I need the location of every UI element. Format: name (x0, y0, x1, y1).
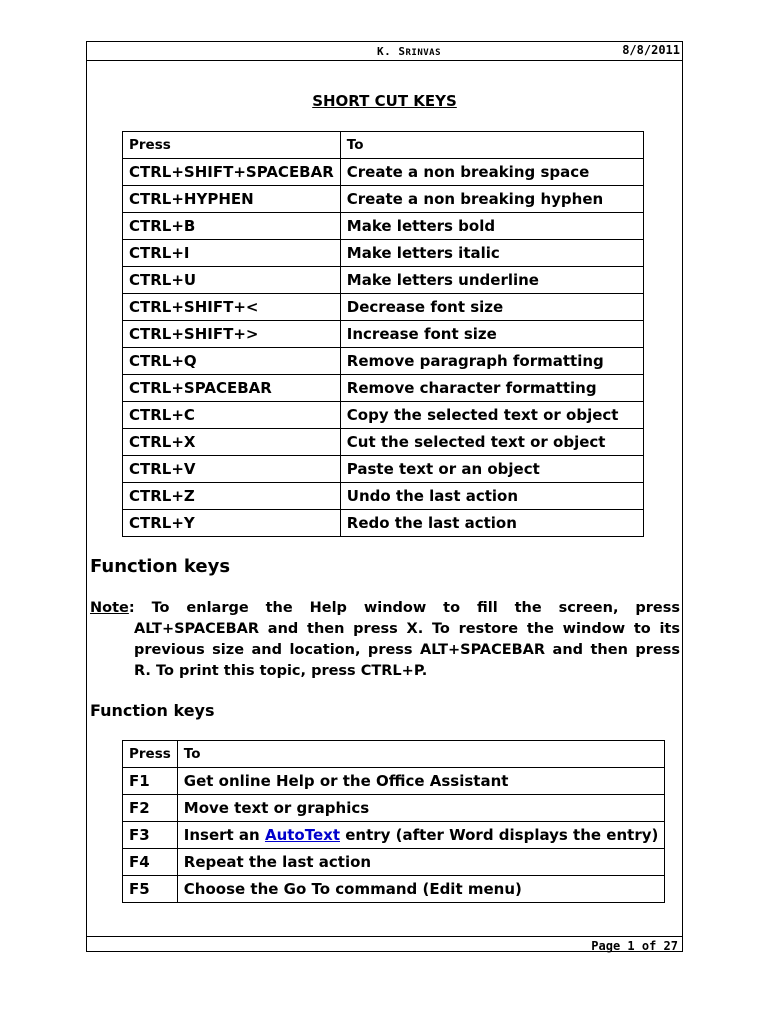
shortcut-action-cell: Decrease font size (340, 294, 643, 321)
shortcut-key-cell: CTRL+Y (123, 510, 341, 537)
shortcut-action-cell: Cut the selected text or object (340, 429, 643, 456)
function-header-row (123, 741, 665, 768)
shortcut-key-cell: CTRL+V (123, 456, 341, 483)
shortcut-header-cell: Press (123, 132, 341, 159)
shortcut-key-cell: CTRL+SHIFT+SPACEBAR (123, 159, 341, 186)
shortcut-action-cell: Create a non breaking space (340, 159, 643, 186)
function-row (123, 849, 665, 876)
function-keys-heading: Function keys (90, 556, 231, 577)
function-row (123, 876, 665, 903)
function-key-cell: F4 (123, 849, 178, 876)
function-key-cell: F3 (123, 822, 178, 849)
shortcut-row (123, 483, 644, 510)
shortcut-row (123, 159, 644, 186)
page-number: Page 1 of 27 (591, 939, 678, 953)
function-action-cell: Get online Help or the Office Assistant (177, 768, 665, 795)
note-text: : To enlarge the Help window to fill the screen, press ALT+SPACEBAR and then press X. To restore the window to its previous size and location, press ALT+SPACEBAR and then press R. To print this topic, press CTRL+P. (128, 600, 680, 679)
shortcut-row (123, 186, 644, 213)
shortcut-key-cell: CTRL+B (123, 213, 341, 240)
note-label: Note (90, 600, 129, 616)
shortcut-row (123, 267, 644, 294)
shortcut-key-cell: CTRL+U (123, 267, 341, 294)
shortcut-action-cell: Paste text or an object (340, 456, 643, 483)
shortcut-key-cell: CTRL+SPACEBAR (123, 375, 341, 402)
document-page (86, 41, 683, 952)
shortcut-action-cell: Make letters bold (340, 213, 643, 240)
function-action-cell: Move text or graphics (177, 795, 665, 822)
function-header-cell: Press (123, 741, 178, 768)
shortcut-row (123, 348, 644, 375)
shortcut-key-cell: CTRL+SHIFT+< (123, 294, 341, 321)
function-key-cell: F1 (123, 768, 178, 795)
function-key-cell: F2 (123, 795, 178, 822)
shortcut-key-cell: CTRL+SHIFT+> (123, 321, 341, 348)
shortcut-row (123, 321, 644, 348)
shortcut-row (123, 294, 644, 321)
page-title: SHORT CUT KEYS (312, 92, 457, 110)
function-header-cell: To (177, 741, 665, 768)
shortcut-action-cell: Make letters underline (340, 267, 643, 294)
shortcut-row (123, 429, 644, 456)
shortcut-header-row (123, 132, 644, 159)
shortcut-row (123, 456, 644, 483)
function-table (122, 740, 665, 903)
function-action-cell: Insert an AutoText entry (after Word displays the entry) (177, 822, 665, 849)
shortcut-key-cell: CTRL+I (123, 240, 341, 267)
shortcut-action-cell: Make letters italic (340, 240, 643, 267)
autotext-link[interactable]: AutoText (264, 826, 340, 844)
shortcut-action-cell: Redo the last action (340, 510, 643, 537)
shortcut-action-cell: Remove character formatting (340, 375, 643, 402)
function-key-cell: F5 (123, 876, 178, 903)
function-row (123, 822, 665, 849)
shortcut-row (123, 213, 644, 240)
shortcut-row (123, 240, 644, 267)
function-action-cell: Choose the Go To command (Edit menu) (177, 876, 665, 903)
shortcut-row (123, 402, 644, 429)
note-paragraph (90, 598, 680, 682)
shortcut-row (123, 510, 644, 537)
shortcut-key-cell: CTRL+HYPHEN (123, 186, 341, 213)
shortcut-key-cell: CTRL+Z (123, 483, 341, 510)
shortcut-row (123, 375, 644, 402)
function-row (123, 768, 665, 795)
shortcut-key-cell: CTRL+Q (123, 348, 341, 375)
footer-divider (87, 936, 682, 937)
shortcut-action-cell: Increase font size (340, 321, 643, 348)
shortcut-action-cell: Undo the last action (340, 483, 643, 510)
shortcut-action-cell: Create a non breaking hyphen (340, 186, 643, 213)
function-keys-subheading: Function keys (90, 701, 215, 720)
shortcut-table (122, 131, 644, 537)
shortcut-key-cell: CTRL+C (123, 402, 341, 429)
shortcut-action-cell: Remove paragraph formatting (340, 348, 643, 375)
header-divider (87, 60, 682, 61)
shortcut-key-cell: CTRL+X (123, 429, 341, 456)
shortcut-action-cell: Copy the selected text or object (340, 402, 643, 429)
shortcut-header-cell: To (340, 132, 643, 159)
header-author: K. SRINVAS (377, 45, 442, 58)
header-date: 8/8/2011 (622, 43, 680, 57)
function-action-cell: Repeat the last action (177, 849, 665, 876)
function-row (123, 795, 665, 822)
